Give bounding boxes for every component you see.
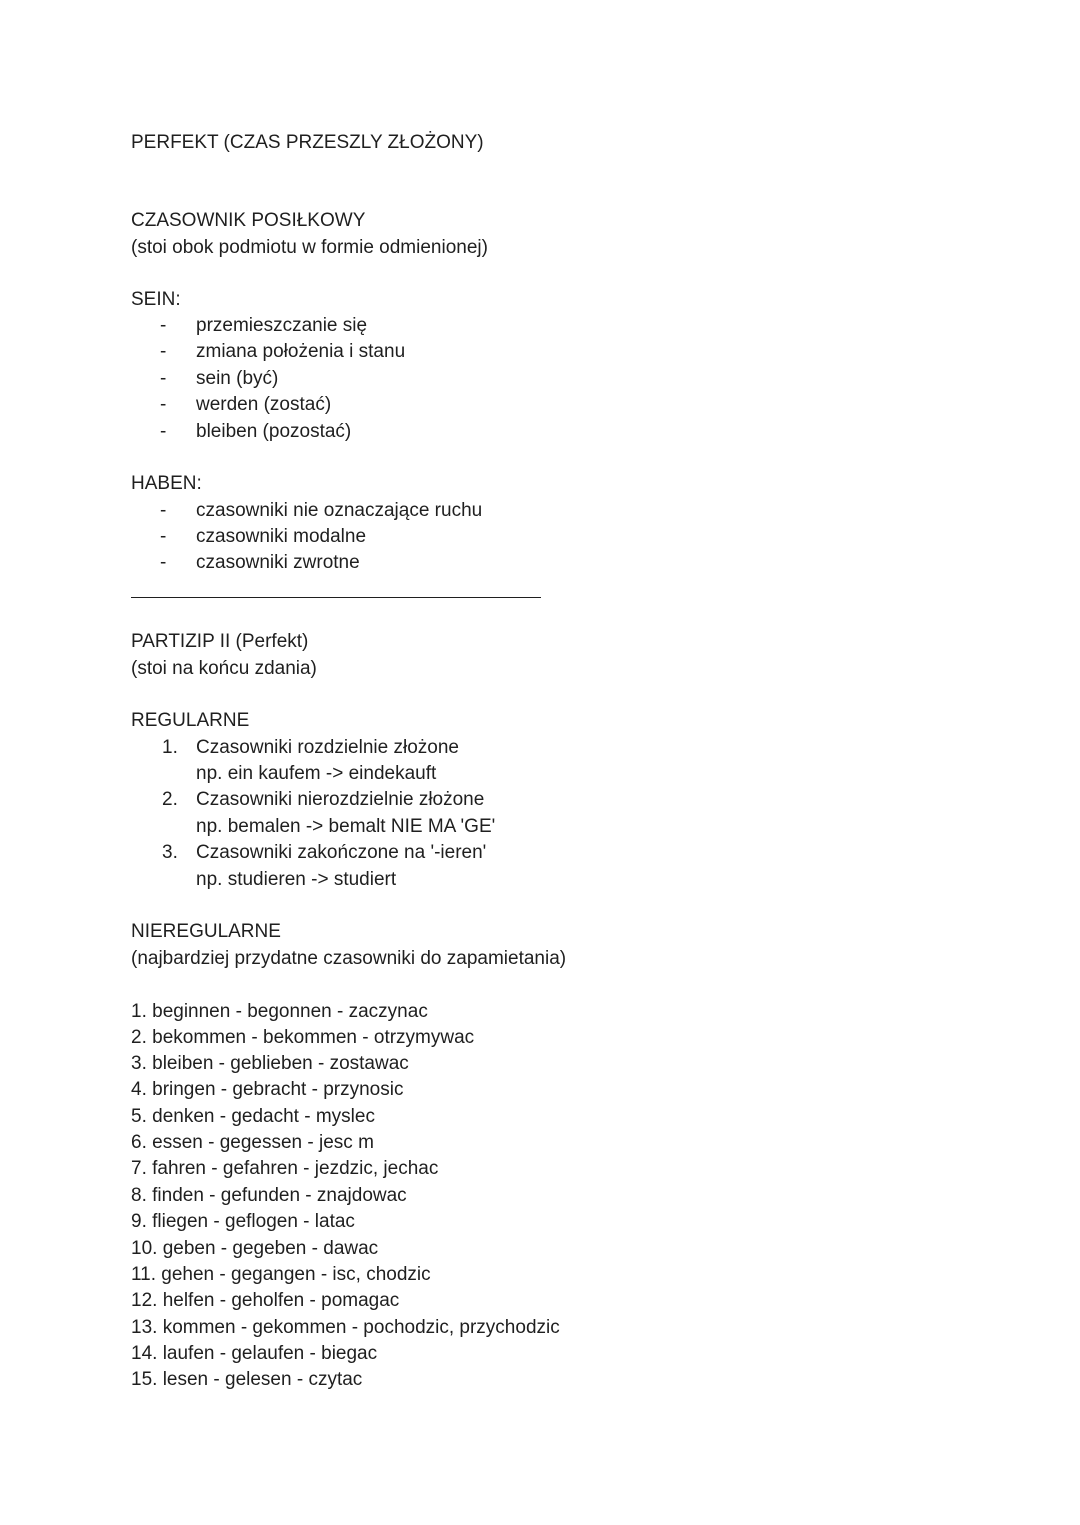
sein-label: SEIN: — [131, 289, 181, 310]
verb-list-item: 10. geben - gegeben - dawac — [131, 1238, 379, 1259]
verb-list-item: 7. fahren - gefahren - jezdzic, jechac — [131, 1158, 439, 1179]
bullet-dash: - — [160, 500, 167, 521]
bullet-dash: - — [160, 368, 167, 389]
regular-item-example — [0, 868, 700, 892]
sein-item — [0, 420, 700, 444]
verb-list-item: 12. helfen - geholfen - pomagac — [131, 1290, 400, 1311]
regular-item — [0, 788, 700, 812]
sein-item-text: przemieszczanie się — [196, 315, 368, 336]
haben-item-text: czasowniki nie oznaczające ruchu — [196, 500, 483, 521]
bullet-dash: - — [160, 552, 167, 573]
section-divider — [131, 597, 541, 598]
verb-list-item: 13. kommen - gekommen - pochodzic, przychodzic — [131, 1317, 560, 1338]
document-title: PERFEKT (CZAS PRZESZLY ZŁOŻONY) — [131, 132, 484, 153]
bullet-dash: - — [160, 394, 167, 415]
haben-item — [0, 499, 700, 523]
regular-item-text: Czasowniki nierozdzielnie złożone — [196, 789, 485, 810]
regular-example-text: np. ein kaufem -> eindekauft — [196, 763, 437, 784]
regular-example-text: np. bemalen -> bemalt NIE MA 'GE' — [196, 816, 496, 837]
list-number: 2. — [162, 789, 178, 810]
verb-list-item: 4. bringen - gebracht - przynosic — [131, 1079, 404, 1100]
bullet-dash: - — [160, 526, 167, 547]
partizip-heading: PARTIZIP II (Perfekt) — [131, 631, 309, 652]
aux-verb-heading: CZASOWNIK POSIŁKOWY — [131, 210, 366, 231]
verb-list-item: 2. bekommen - bekommen - otrzymywac — [131, 1027, 475, 1048]
verb-list-item: 11. gehen - gegangen - isc, chodzic — [131, 1264, 431, 1285]
regular-heading: REGULARNE — [131, 710, 250, 731]
verb-list-item: 3. bleiben - geblieben - zostawac — [131, 1053, 409, 1074]
verb-list-item: 9. fliegen - geflogen - latac — [131, 1211, 355, 1232]
sein-item — [0, 314, 700, 338]
verb-list-item: 15. lesen - gelesen - czytac — [131, 1369, 363, 1390]
haben-item-text: czasowniki zwrotne — [196, 552, 360, 573]
bullet-dash: - — [160, 341, 167, 362]
aux-verb-note: (stoi obok podmiotu w formie odmienionej) — [131, 237, 488, 258]
bullet-dash: - — [160, 315, 167, 336]
irregular-note: (najbardziej przydatne czasowniki do zapamietania) — [131, 948, 567, 969]
haben-label: HABEN: — [131, 473, 202, 494]
list-number: 3. — [162, 842, 178, 863]
verb-list-item: 14. laufen - gelaufen - biegac — [131, 1343, 378, 1364]
haben-item-text: czasowniki modalne — [196, 526, 367, 547]
regular-item-example — [0, 762, 700, 786]
verb-list-item: 1. beginnen - begonnen - zaczynac — [131, 1001, 428, 1022]
sein-item-text: werden (zostać) — [196, 394, 332, 415]
sein-item-text: bleiben (pozostać) — [196, 421, 352, 442]
sein-item — [0, 367, 700, 391]
regular-item-text: Czasowniki rozdzielnie złożone — [196, 737, 459, 758]
haben-item — [0, 525, 700, 549]
sein-item-text: zmiana położenia i stanu — [196, 341, 406, 362]
regular-item-text: Czasowniki zakończone na '-ieren' — [196, 842, 487, 863]
regular-item-example — [0, 815, 700, 839]
verb-list-item: 6. essen - gegessen - jesc m — [131, 1132, 374, 1153]
sein-item-text: sein (być) — [196, 368, 279, 389]
regular-item — [0, 841, 700, 865]
list-number: 1. — [162, 737, 178, 758]
verb-list-item: 8. finden - gefunden - znajdowac — [131, 1185, 407, 1206]
regular-item — [0, 736, 700, 760]
haben-item — [0, 551, 700, 575]
bullet-dash: - — [160, 421, 167, 442]
partizip-note: (stoi na końcu zdania) — [131, 658, 317, 679]
sein-item — [0, 393, 700, 417]
sein-item — [0, 340, 700, 364]
regular-example-text: np. studieren -> studiert — [196, 869, 397, 890]
verb-list-item: 5. denken - gedacht - myslec — [131, 1106, 375, 1127]
irregular-heading: NIEREGULARNE — [131, 921, 281, 942]
